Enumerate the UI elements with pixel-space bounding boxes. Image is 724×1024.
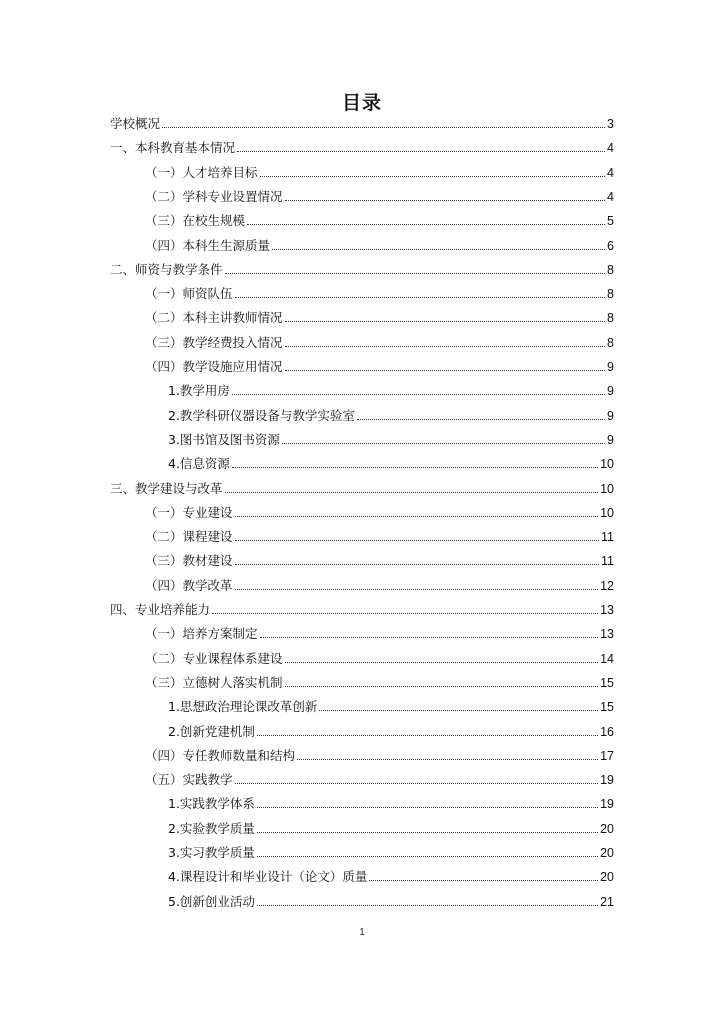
toc-entry-label: （三）在校生规模 [145, 213, 246, 229]
toc-entry[interactable] [168, 407, 614, 425]
toc-entry-page: 13 [600, 627, 614, 642]
toc-entry-page: 3 [607, 117, 614, 131]
toc-entry-page: 19 [600, 773, 614, 788]
toc-entry[interactable] [145, 528, 614, 546]
toc-entry-label: 1.思想政治理论课改革创新 [168, 699, 318, 715]
toc-entry-label: 3.实习教学质量 [168, 845, 255, 860]
toc-entry[interactable] [145, 164, 614, 182]
toc-entry[interactable] [145, 552, 614, 570]
toc-entry[interactable] [145, 309, 614, 327]
dot-leader [235, 782, 599, 784]
dot-leader [257, 806, 598, 808]
toc-entry[interactable] [145, 334, 614, 352]
dot-leader [257, 855, 598, 857]
toc-entry-label: （五）实践教学 [145, 772, 233, 788]
toc-entry-page: 4 [607, 165, 614, 180]
toc-entry-label: 4.课程设计和毕业设计（论文）质量 [168, 869, 368, 885]
toc-entry-label: （三）教学经费投入情况 [145, 334, 283, 350]
dot-leader [235, 515, 599, 517]
toc-entry-label: （一）培养方案制定 [145, 626, 258, 642]
toc-entry-label: （四）专任教师数量和结构 [145, 747, 296, 763]
toc-entry-label: 2.教学科研仪器设备与教学实验室 [168, 407, 355, 423]
toc-entry[interactable] [168, 844, 614, 862]
toc-entry-page: 11 [601, 530, 614, 545]
toc-entry[interactable] [168, 893, 614, 911]
toc-entry-page: 17 [600, 748, 614, 763]
dot-leader [257, 904, 598, 906]
toc-entry-page: 10 [600, 457, 614, 472]
dot-leader [235, 296, 606, 298]
toc-entry[interactable] [168, 820, 614, 838]
toc-entry-label: 一、本科教育基本情况 [110, 140, 236, 156]
dot-leader [285, 199, 606, 201]
toc-entry-label: 2.创新党建机制 [168, 723, 255, 739]
toc-entry-page: 15 [600, 675, 614, 690]
toc-entry-page: 16 [600, 724, 614, 739]
dot-leader [235, 539, 600, 541]
dot-leader [285, 320, 606, 322]
dot-leader [235, 563, 600, 565]
toc-entry-label: 1.实践教学体系 [168, 796, 255, 812]
toc-entry[interactable] [145, 674, 614, 692]
toc-entry-label: 四、专业培养能力 [110, 602, 211, 617]
dot-leader [285, 345, 606, 347]
toc-entry-page: 13 [600, 603, 614, 617]
dot-leader [369, 879, 598, 881]
dot-leader [319, 709, 598, 711]
dot-leader [260, 175, 606, 177]
toc-entry-page: 9 [607, 408, 614, 423]
toc-entry-label: （一）人才培养目标 [145, 164, 258, 180]
toc-entry[interactable] [145, 358, 614, 376]
toc-entry[interactable] [110, 115, 614, 133]
toc-entry[interactable] [168, 698, 614, 716]
dot-leader [257, 734, 598, 736]
toc-entry-label: 5.创新创业活动 [168, 893, 255, 909]
toc-entry-page: 9 [607, 432, 614, 447]
toc-entry-label: （四）教学设施应用情况 [145, 359, 283, 374]
toc-entry-page: 8 [607, 287, 614, 302]
toc-entry[interactable] [145, 504, 614, 522]
toc-entry-label: （三）立德树人落实机制 [145, 674, 283, 690]
toc-entry-page: 12 [600, 578, 614, 593]
toc-entry-page: 10 [600, 505, 614, 520]
toc-entry-page: 8 [607, 262, 614, 277]
toc-entry-label: （四）教学改革 [145, 577, 233, 593]
dot-leader [285, 369, 606, 371]
toc-entry-label: （三）教材建设 [145, 553, 233, 569]
toc-entry[interactable] [145, 650, 614, 668]
dot-leader [212, 612, 598, 614]
toc-entry[interactable] [145, 188, 614, 206]
dot-leader [282, 442, 605, 444]
toc-title: 目录 [341, 92, 382, 114]
toc-entry-page: 5 [607, 214, 614, 229]
dot-leader [247, 223, 605, 225]
dot-leader [235, 588, 599, 590]
toc-entry[interactable] [145, 237, 614, 255]
toc-entry[interactable] [168, 868, 614, 886]
toc-entry-page: 10 [600, 481, 614, 496]
toc-entry[interactable] [168, 431, 614, 449]
toc-entry-page: 6 [607, 238, 614, 253]
dot-leader [357, 418, 605, 420]
toc-entry-label: 二、师资与教学条件 [110, 261, 223, 277]
dot-leader [232, 466, 598, 468]
dot-leader [225, 272, 606, 274]
toc-entry-label: （二）学科专业设置情况 [145, 188, 283, 204]
toc-entry-label: （一）专业建设 [145, 504, 233, 520]
dot-leader [257, 831, 598, 833]
toc-entry-label: 4.信息资源 [168, 456, 230, 472]
dot-leader [232, 393, 605, 395]
toc-entry-label: 1.教学用房 [168, 383, 230, 399]
toc-entry-label: （二）课程建设 [145, 529, 233, 545]
toc-entry-page: 20 [600, 846, 614, 860]
toc-entry-label: 2.实验教学质量 [168, 820, 255, 836]
toc-entry-page: 4 [607, 189, 614, 204]
toc-entry-page: 9 [607, 384, 614, 399]
toc-entry-page: 14 [600, 651, 614, 666]
toc-entry-label: 3.图书馆及图书资源 [168, 431, 280, 447]
toc-entry-page: 15 [600, 700, 614, 715]
dot-leader [297, 758, 598, 760]
toc-entry-label: （四）本科生生源质量 [145, 237, 271, 253]
toc-entry[interactable] [110, 601, 614, 619]
toc-entry-page: 19 [600, 797, 614, 812]
toc-entry-page: 9 [607, 360, 614, 374]
toc-entry[interactable] [145, 285, 614, 303]
toc-entry[interactable] [168, 382, 614, 400]
toc-entry-label: 学校概况 [110, 116, 161, 131]
toc-entry[interactable] [145, 747, 614, 765]
toc-entry-label: 三、教学建设与改革 [110, 480, 223, 496]
toc-entry[interactable] [145, 577, 614, 595]
toc-entry-page: 20 [600, 870, 614, 885]
toc-entry-page: 8 [607, 335, 614, 350]
toc-entry[interactable] [110, 139, 614, 157]
toc-entry[interactable] [168, 723, 614, 741]
dot-leader [272, 248, 605, 250]
toc-entry-page: 11 [601, 554, 614, 569]
toc-entry-page: 20 [600, 821, 614, 836]
toc-entry[interactable] [145, 625, 614, 643]
dot-leader [285, 661, 599, 663]
toc-entry[interactable] [145, 771, 614, 789]
toc-entry-label: （二）专业课程体系建设 [145, 650, 283, 666]
dot-leader [260, 636, 599, 638]
toc-entry-label: （二）本科主讲教师情况 [145, 310, 283, 326]
dot-leader [225, 491, 599, 493]
toc-entry-page: 4 [607, 141, 614, 156]
dot-leader [162, 126, 605, 128]
page-number: 1 [359, 927, 365, 938]
toc-entry[interactable] [110, 261, 614, 279]
toc-entry[interactable] [145, 212, 614, 230]
toc-entry[interactable] [168, 795, 614, 813]
dot-leader [237, 150, 605, 152]
toc-entry-page: 21 [600, 894, 614, 909]
toc-entry[interactable] [168, 455, 614, 473]
dot-leader [285, 685, 599, 687]
toc-entry-page: 8 [607, 311, 614, 326]
toc-entry[interactable] [110, 480, 614, 498]
toc-entry-label: （一）师资队伍 [145, 286, 233, 302]
